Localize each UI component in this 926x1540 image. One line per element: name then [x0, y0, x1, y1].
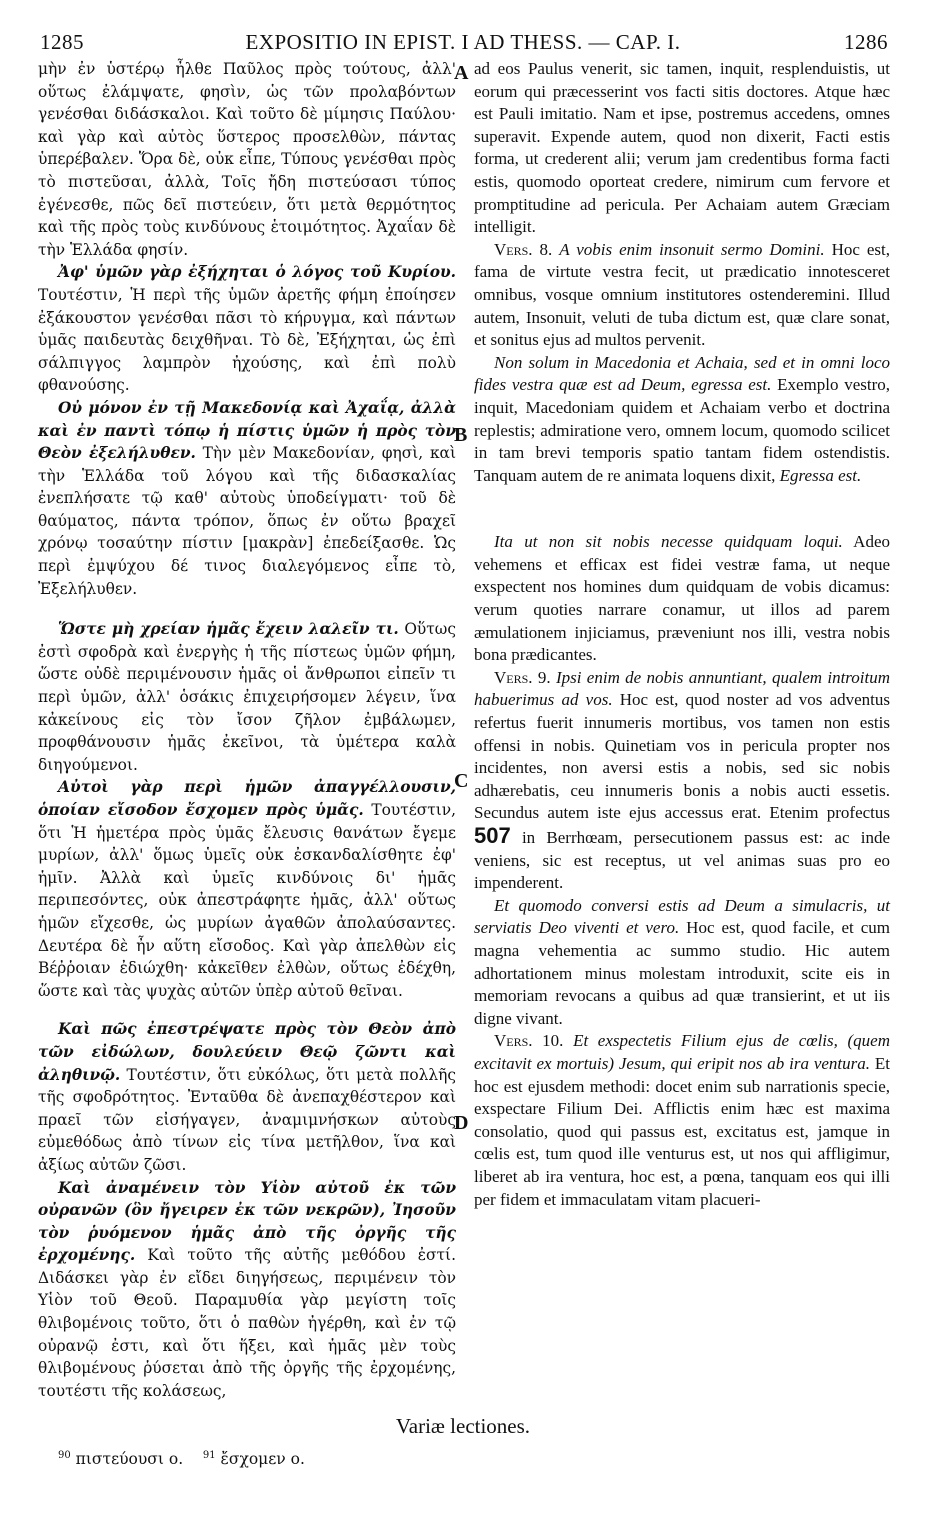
verse-label: Vers. 8.	[494, 239, 553, 259]
margin-marker-a: A	[454, 62, 469, 84]
greek-text: Τουτέστιν, Ἡ περὶ τῆς ὑμῶν ἀρετῆς φήμη ἐποίησεν ἐξάκουστον γενέσθαι πᾶσι τὸ κήρυγμα, καὶ πάντων ὑμᾶς παιδευτὰς δειχθῆναι. Τὸ δὲ, Ἐξήχηται, ὡς ἐπὶ σάλπιγγος λαμπρὸν ἠχούσης, καὶ ἐπὶ πολὺ φθανούσης.	[38, 285, 456, 395]
greek-paragraph	[38, 1177, 456, 1403]
latin-text: Exemplo vestro, inquit, Macedoniam quidem et Achaiam verbo et doctrina replestis; admiratione vero, omnem locum, quomodo scilicet in tam brevi temporis spatio tantam fidem ostendistis. Tanquam autem de re animata loquens dixit,	[474, 375, 891, 485]
greek-lemma: Καὶ ἀναμένειν τὸν Υἱὸν αὐτοῦ ἐκ τῶν οὐρανῶν (ὃν ἤγειρεν ἐκ τῶν νεκρῶν), Ἰησοῦν τὸν ῥυόμενον ἡμᾶς ἀπὸ τῆς ὀργῆς τῆς ἐρχομένης.	[38, 1178, 456, 1265]
page-number-right: 1286	[844, 30, 888, 54]
latin-paragraph	[474, 895, 890, 1031]
margin-marker-d: D	[454, 1112, 469, 1134]
latin-lemma: Et quomodo conversi estis ad Deum a simulacris, ut serviatis Deo viventi et vero.	[474, 895, 890, 938]
variae-lectiones-title: Variæ lectiones.	[395, 1414, 531, 1438]
latin-text: Hoc est, fama de virtute vestra fecit, ut prædicatio innotesceret omnibus, vosque omnium institutores ostenderemini. Illud autem, Insonuit, veluti de tuba dictum est, quæ clare sonat, et sonitus ejus ad multos pervenit.	[474, 239, 890, 350]
page-number-left: 1285	[40, 30, 84, 54]
latin-lemma: Non solum in Macedonia et Achaia, sed et in omni loco fides vestra quæ est ad Deum, egressa est.	[474, 352, 890, 395]
margin-marker-b: B	[454, 424, 468, 446]
footnote-text: ἔσχομεν ο.	[220, 1450, 305, 1468]
greek-paragraph	[38, 58, 456, 261]
greek-text: μὴν ἐν ὑστέρῳ ἦλθε Παῦλος πρὸς τούτους, ἀλλ' οὕτως ἐλάμψατε, φησὶν, ὡς τῶν προλαβόντων γενέσθαι διδάσκαλοι. Καὶ τοῦτο δὲ μίμησις Παύλου· καὶ γὰρ καὶ αὐτὸς ὕστερος προσελθὼν, πάντας ὑπερέβαλεν. Ὅρα δὲ, οὐκ εἶπε, Τύπους γενέσθαι πρὸς τὸ πιστεῦσαι, ἀλλὰ, Τοῖς ἤδη πιστεύσασι τύπος ἐγένεσθε, πῶς δεῖ πιστεύειν, ὅτι μετὰ θερμότητος καὶ τῆς πρὸς τοὺς κινδύνους ἑτοιμότητος. Ἀχαΐαν δὲ τὴν Ἑλλάδα φησίν.	[38, 60, 456, 259]
footnote-number: 90	[58, 1449, 71, 1461]
greek-lemma: Καὶ πῶς ἐπεστρέψατε πρὸς τὸν Θεὸν ἀπὸ τῶν εἰδώλων, δουλεύειν Θεῷ ζῶντι καὶ ἀληθινῷ.	[38, 1020, 456, 1084]
greek-lemma: Αὐτοὶ γὰρ περὶ ἡμῶν ἀπαγγέλλουσιν, ὁποίαν εἴσοδον ἔσχομεν πρὸς ὑμᾶς.	[38, 778, 456, 819]
footnote-text: πιστεύουσι ο.	[75, 1450, 184, 1468]
greek-lemma: Ὥστε μὴ χρείαν ἡμᾶς ἔχειν λαλεῖν τι.	[58, 620, 399, 639]
latin-paragraph	[474, 531, 890, 667]
latin-lemma: Ita ut non sit nobis necesse quidquam loqui.	[494, 532, 843, 552]
verse-label: Vers. 9.	[494, 667, 551, 687]
greek-paragraph	[38, 1018, 456, 1176]
latin-lemma: Et exspectetis Filium ejus de cœlis, (quem excitavit ex mortuis) Jesum, qui eripit nos ab ira ventura.	[474, 1031, 890, 1073]
latin-text: ad eos Paulus venerit, sic tamen, inquit, resplenduistis, ut eorum qui præcesserint vos facti sitis doctores. Atque hæc est Pauli imitatio. Nam et ipse, postremus accedens, omnes superavit. Expende autem, quod non dixerit, Facti estis forma, ut crederent alii; verum jam credentibus forma facti estis, quomodo oporteat credere, nimirum cum fervore et promptitudine ad pericula. Per Achaiam autem Græciam intelligit.	[474, 59, 890, 237]
greek-lemma: Οὐ μόνον ἐν τῇ Μακεδονίᾳ καὶ Ἀχαΐᾳ, ἀλλὰ καὶ ἐν παντὶ τόπῳ ἡ πίστις ὑμῶν ἡ πρὸς τὸν Θεὸν ἐξελήλυθεν.	[38, 398, 456, 463]
running-title: EXPOSITIO IN EPIST. I AD THESS. — CAP. I.	[245, 30, 681, 54]
greek-text: Τὴν μὲν Μακεδονίαν, φησὶ, καὶ τὴν Ἑλλάδα τοῦ λόγου καὶ τῆς διδασκαλίας ἐνεπλήσατε τῷ καθ' αὐτοὺς ὑποδείγματι· τοῦ δὲ θαύματος, πάντα τρόπον, ὅπως ἐν οὕτω βραχεῖ χρόνῳ τοσαύτην πίστιν [μακρὰν] ἐπεδείξασθε. Ὡς περὶ ἐμψύχου δέ τινος διαλεγόμενος εἶπε τὸ, Ἐξελήλυθεν.	[38, 444, 456, 598]
latin-paragraph	[474, 1030, 890, 1211]
greek-paragraph	[38, 397, 456, 600]
latin-text: in Berrhœam, persecutionem passus est: ac inde veniens, sic est receptus, ut vel animas suas pro eo impenderent.	[474, 828, 891, 893]
greek-paragraph	[38, 261, 456, 397]
greek-text: Καὶ τοῦτο τῆς αὐτῆς μεθόδου ἐστί. Διδάσκει γὰρ ἐν εἴδει διηγήσεως, περιμένειν τὸν Υἱὸν τοῦ Θεοῦ. Παραμυθία γὰρ μεγίστη τοῖς θλιβομένοις τοῦτο, ὅτι ὁ παθὼν ἠγέρθη, καὶ ἐν τῷ οὐρανῷ ἐστι, καὶ ὅτι ἥξει, καὶ ἡμᾶς μὲν τοὺς θλιβομένους ῥύσεται ἀπὸ τῆς ὀργῆς τῆς ἐρχομένης, τουτέστι τῆς κολάσεως,	[38, 1246, 456, 1400]
latin-text: Hoc est, quod noster ad vos adventus refertus fuerit innumeris mortibus, vos tamen non estis offensi in nobis. Quinetiam vos in pericula propter nos incidentes, non aversi estis a nobis, sed sic nobis adhærebatis, ceu innumeris bonis a nobis aucti essetis. Secundus autem iste ejus accessus erat. Etenim profectus	[474, 690, 891, 823]
latin-lemma: Egressa est.	[779, 465, 862, 485]
latin-paragraph	[474, 58, 890, 239]
latin-column	[474, 58, 890, 1211]
latin-paragraph	[474, 667, 890, 895]
verse-label: Vers. 10.	[494, 1031, 564, 1051]
latin-paragraph	[474, 352, 890, 488]
latin-text: Adeo vehemens et efficax est fidei vestræ fama, ut neque exspectent nos homines dum quidquam de vobis dicamus: verum quoties narrare conamur, ut illos ad parem æmulationem injiciamus, præveniunt nos illi, vestra nobis bona prædicantes.	[474, 532, 890, 665]
margin-marker-c: C	[454, 770, 469, 792]
greek-paragraph	[38, 776, 456, 1002]
greek-text: Τουτέστιν, ὅτι εὐκόλως, ὅτι μετὰ πολλῆς τῆς σφοδρότητος. Ἐνταῦθα δὲ ἀνεπαχθέστερον καὶ πραεῖ τῶν εἰσήγαγεν, ἀναμιμνήσκων αὐτοὺς εὐμεθόδως ἀπὸ τίνων εἰς τίνα μετῆλθον, ἵνα καὶ ἀξίως αὐτῶν ζῶσι.	[38, 1065, 456, 1174]
column-number: 507	[474, 823, 511, 848]
greek-text: Οὕτως ἐστὶ σφοδρὰ καὶ ἐνεργὴς ἡ τῆς πίστεως ὑμῶν φήμη, ὥστε οὐδὲ περιμένουσιν ἡμᾶς οἱ ἄνθρωποι εἰπεῖν τι περὶ ὑμῶν, ἀλλ' ὁσάκις ἐπιχειρήσομεν λέγειν, ἵνα κἀκείνους εἰς τὸν ἴσον ζῆλον ἐμβάλωμεν, προφθάνουσιν ἡμᾶς ἐκεῖνοι, τὰ ὑμέτερα καλὰ διηγούμενοι.	[38, 620, 456, 774]
latin-text: Hoc est, quod facile, et cum magna vehementia ac summo studio. Hic autem adhortationem minus molestam introduxit, scite eis in memoriam revocans a quibus ad quæ transierint, et ut iis digne vivant.	[474, 918, 890, 1028]
footnote-number: 91	[202, 1449, 216, 1461]
greek-text: Τουτέστιν, ὅτι Ἡ ἡμετέρα πρὸς ὑμᾶς ἔλευσις θανάτων ἔγεμε μυρίων, ἀλλ' ὅμως ὑμεῖς οὐκ ἐσκανδαλίσθητε ἐφ' ἡμῖν. Ἀλλὰ καὶ ὑμεῖς κινδύνοις δι' ἡμᾶς περιπεσόντες, οὐκ ἀπεστράφητε ἡμᾶς, ἀλλ' οὕτως ἡμῶν εἴχεσθε, ὡς μυρίων ἀγαθῶν ἀπολαύσαντες. Δευτέρα δὲ ἦν αὕτη εἴσοδος. Καὶ γὰρ ἀπελθὼν εἰς Βέῤῥοιαν ἐδιώχθη· κἀκεῖθεν ἐλθὼν, οὕτως ἐδέχθη, ὥστε καὶ τὰς ψυχὰς αὐτῶν ὑπὲρ αὐτοῦ θεῖναι.	[38, 801, 456, 1000]
latin-lemma: Ipsi enim de nobis annuntiant, qualem introitum habuerimus ad vos.	[474, 667, 890, 710]
footnotes	[58, 1450, 305, 1468]
greek-lemma: Ἀφ' ὑμῶν γὰρ ἐξήχηται ὁ λόγος τοῦ Κυρίου.	[58, 263, 456, 282]
greek-paragraph	[38, 618, 456, 776]
latin-text: Et hoc est ejusdem methodi: docet enim sub narrationis specie, exspectare Filium Dei. Afflictis enim hæc est maxima consolatio, quod qui passus est, excitatus est, jamque in cœlis est, tum quod ille venturus est, ut nos qui affligimur, liberet ab ira ventura, hoc est, a pœna, tanquam eos qui illi per fidem et immaculatam vitam placueri-	[474, 1053, 891, 1209]
page-header	[0, 30, 926, 58]
greek-column	[38, 58, 456, 1402]
latin-paragraph	[474, 239, 890, 352]
latin-lemma: A vobis enim insonuit sermo Domini.	[559, 239, 825, 259]
